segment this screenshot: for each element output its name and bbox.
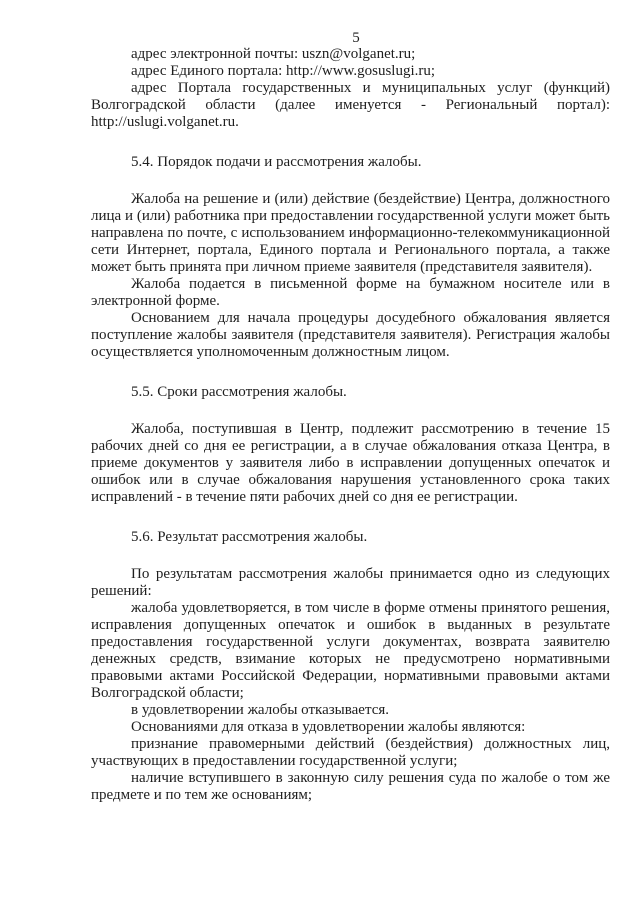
section-5-5-paragraph: Жалоба, поступившая в Центр, подлежит рассмотрению в течение 15 рабочих дней со дня ее регистрации, а в случае обжалования отказа Центра, в приеме документов у заявителя либо в исправлении допущенных опечаток и ошибок или в случае обжалования нарушения установленного срока таких исправлений - в течение пяти рабочих дней со дня ее регистрации. [91,421,610,505]
section-5-6-paragraph: По результатам рассмотрения жалобы принимается одно из следующих решений: [91,566,610,599]
document-body [91,46,610,804]
section-5-4-heading: 5.4. Порядок подачи и рассмотрения жалобы. [131,154,422,170]
section-5-6-paragraph: жалоба удовлетворяется, в том числе в форме отмены принятого решения, исправления допущенных опечаток и ошибок в выданных в результате предоставления государственной услуги документах, возврата заявителю денежных средств, взимание которых не предусмотрено нормативными правовыми актами Российской Федерации, нормативными правовыми актами Волгоградской области; [91,600,610,701]
section-5-4-paragraph: Жалоба подается в письменной форме на бумажном носителе или в электронной форме. [91,276,610,309]
section-5-6-paragraph: Основаниями для отказа в удовлетворении жалобы являются: [131,719,526,735]
contact-unified-portal-line: адрес Единого портала: http://www.gosuslugi.ru; [131,63,436,79]
section-5-6-paragraph: наличие вступившего в законную силу решения суда по жалобе о том же предмете и по тем же основаниям; [91,770,610,803]
page-number: 5 [352,30,360,46]
section-5-4-paragraph: Основанием для начала процедуры досудебного обжалования является поступление жалобы заявителя (представителя заявителя). Регистрация жалобы осуществляется уполномоченным должностным лицом. [91,310,610,360]
section-5-6-heading: 5.6. Результат рассмотрения жалобы. [131,529,368,545]
contact-regional-portal-line: адрес Портала государственных и муниципальных услуг (функций) Волгоградской области (далее именуется - Региональный портал): http://uslugi.volganet.ru. [91,80,610,130]
contact-email-line: адрес электронной почты: uszn@volganet.ru; [131,46,416,62]
section-5-4-paragraph: Жалоба на решение и (или) действие (бездействие) Центра, должностного лица и (или) работника при предоставлении государственной услуги может быть направлена по почте, с использованием информационно-телекоммуникационной сети Интернет, портала, Единого портала и Регионального портала, а также может быть принята при личном приеме заявителя (представителя заявителя). [91,191,610,275]
section-5-5-heading: 5.5. Сроки рассмотрения жалобы. [131,384,347,400]
section-5-6-paragraph: признание правомерными действий (бездействия) должностных лиц, участвующих в предоставлении государственной услуги; [91,736,610,769]
section-5-6-paragraph: в удовлетворении жалобы отказывается. [131,702,389,718]
